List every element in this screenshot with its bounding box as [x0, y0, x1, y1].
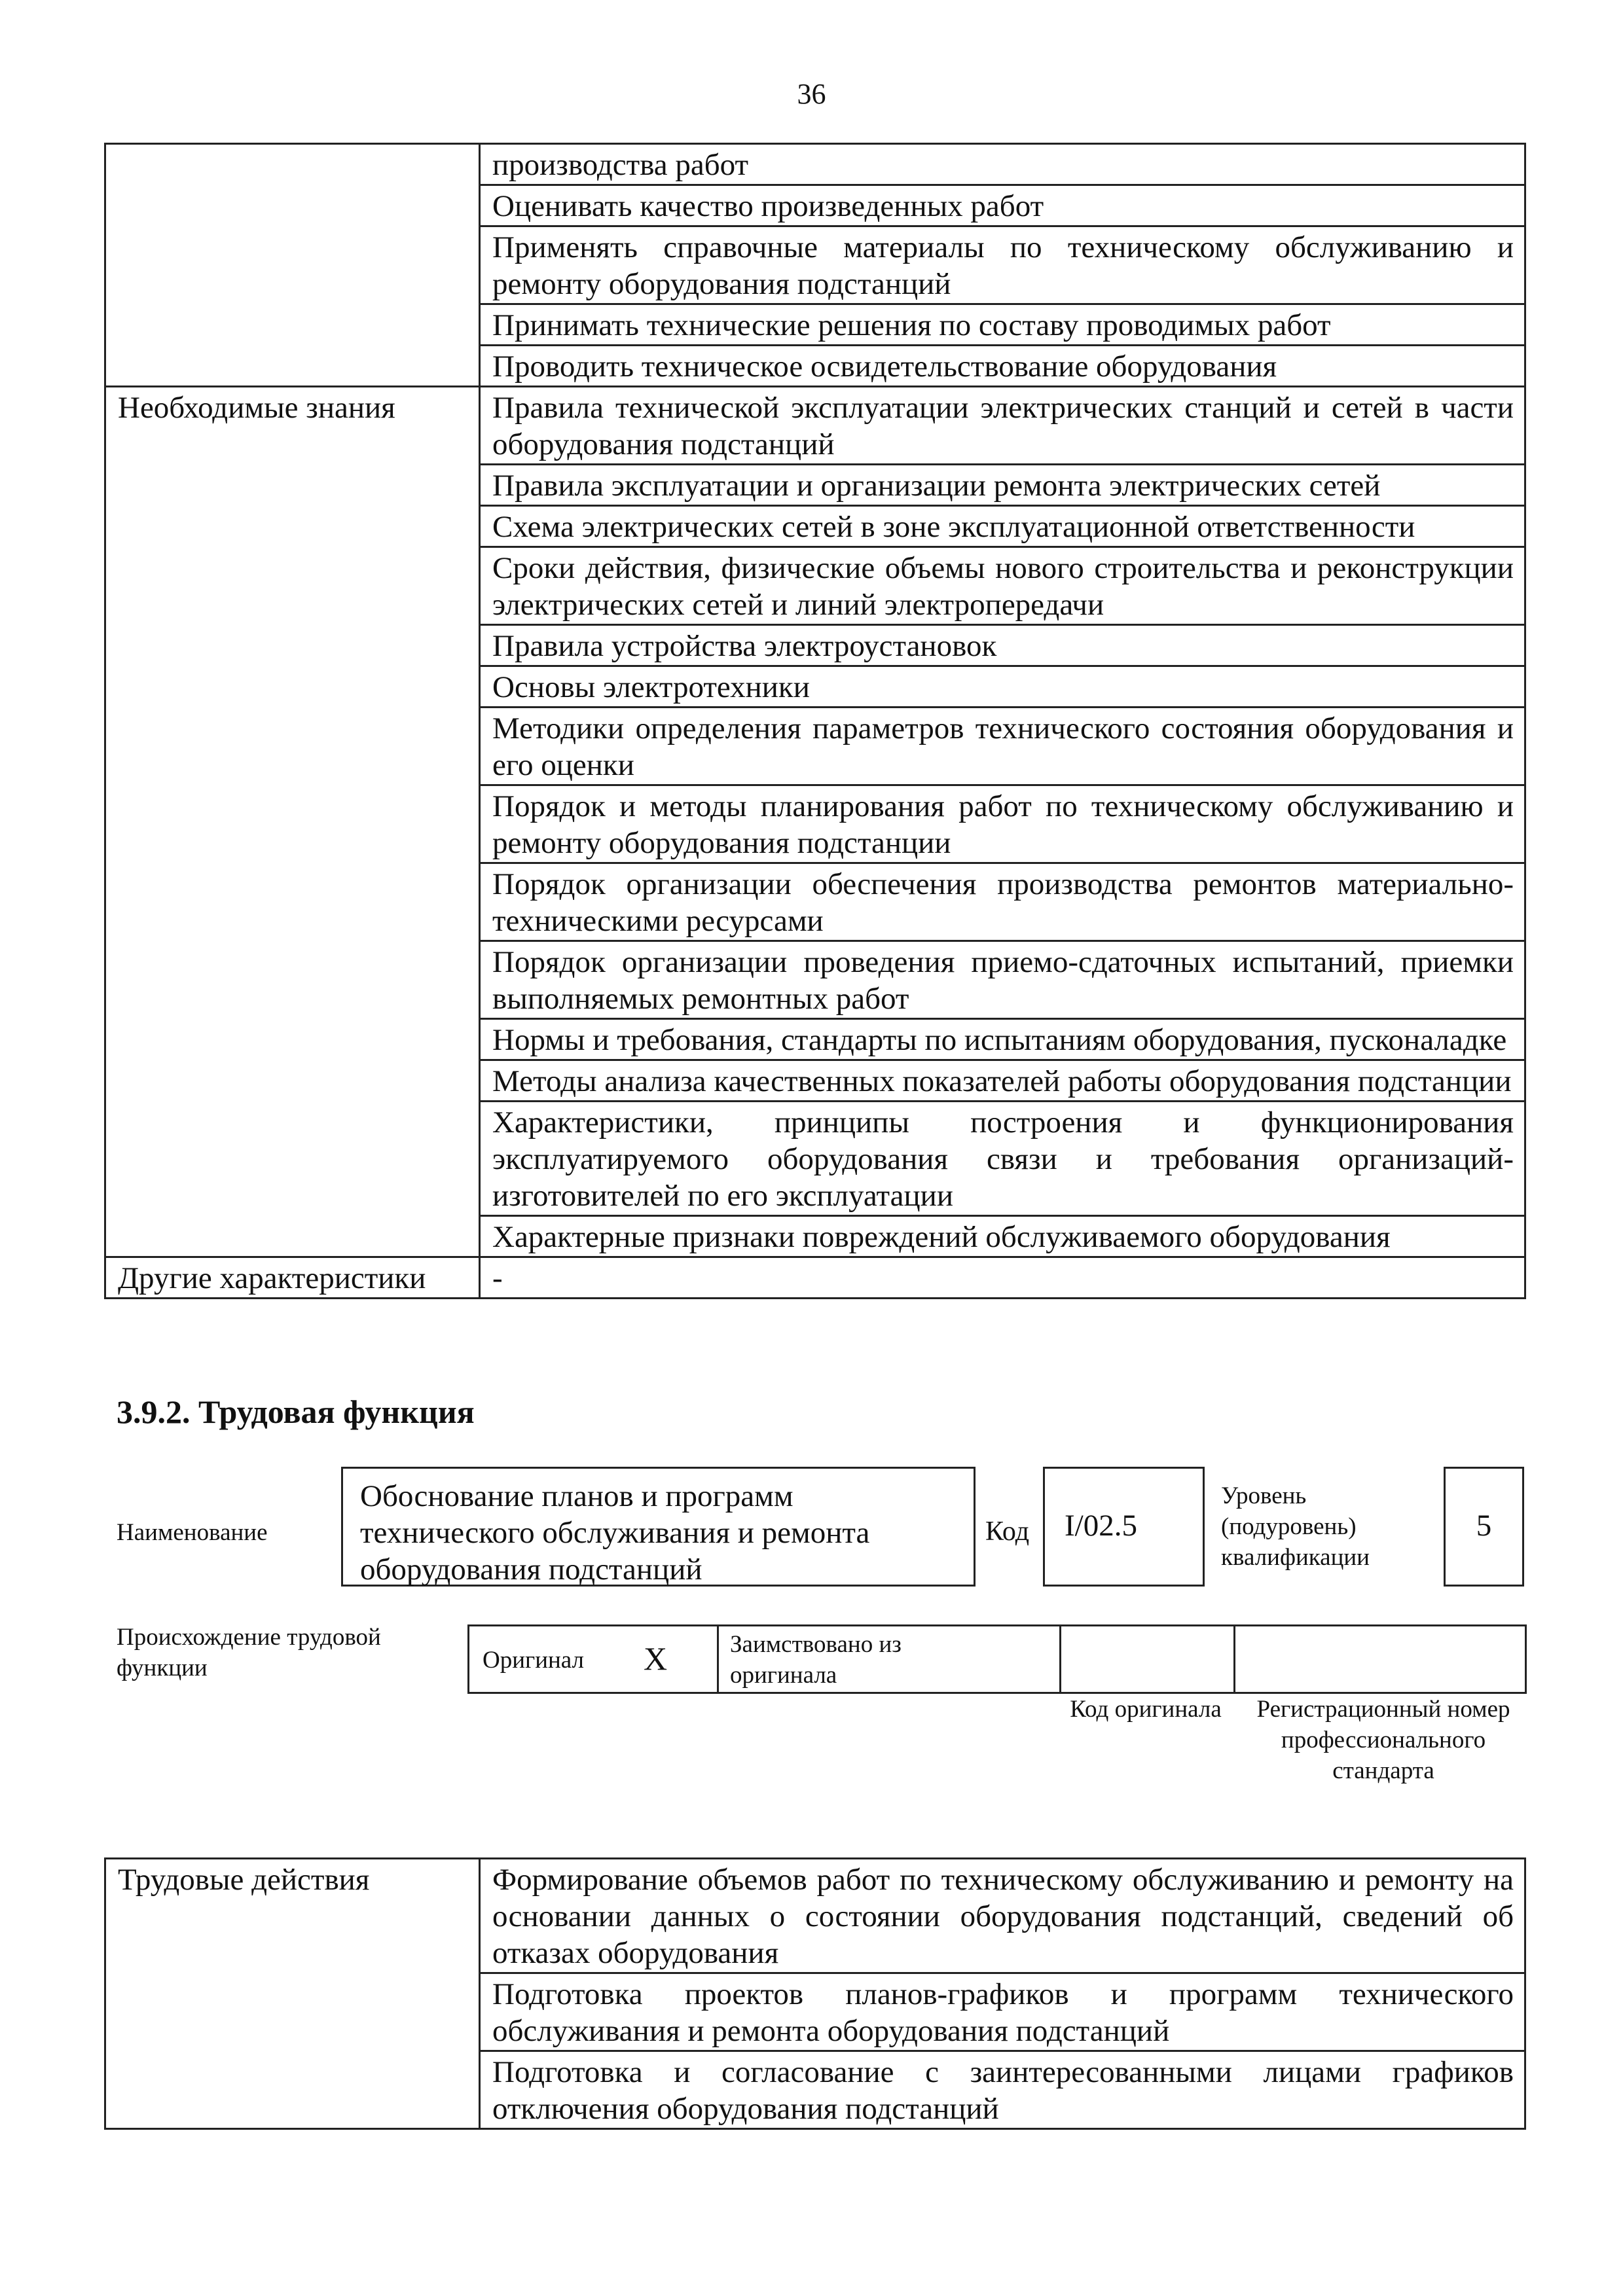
table-row [105, 1859, 1525, 1973]
table-cell: Проводить техническое освидетельствование оборудования [480, 346, 1525, 387]
table-cell: Характерные признаки повреждений обслуживаемого оборудования [480, 1216, 1525, 1257]
table-cell: Применять справочные материалы по техническому обслуживанию и ремонту оборудования подстанций [480, 226, 1525, 304]
table-cell: Правила устройства электроустановок [480, 625, 1525, 666]
name-value: Обоснование планов и программ технического обслуживания и ремонта оборудования подстанций [360, 1479, 870, 1587]
table-cell: Правила эксплуатации и организации ремонта электрических сетей [480, 465, 1525, 506]
table-cell: Порядок организации обеспечения производства ремонтов материально-техническими ресурсами [480, 863, 1525, 941]
original-mark: X [644, 1640, 668, 1677]
original-label: Оригинал [483, 1647, 585, 1674]
level-value: 5 [1476, 1509, 1492, 1543]
origin-label: Происхождение трудовой функции [117, 1624, 381, 1681]
table-cell: Нормы и требования, стандарты по испытаниям оборудования, пусконаладке [480, 1019, 1525, 1060]
row-label-actions: Трудовые действия [105, 1859, 480, 2129]
section-heading: 3.9.2. Трудовая функция [117, 1393, 475, 1430]
table-cell: Порядок и методы планирования работ по техническому обслуживанию и ремонту оборудования подстанции [480, 785, 1525, 863]
code-label: Код [985, 1516, 1030, 1547]
origin-box [467, 1624, 1527, 1694]
table-cell: Методы анализа качественных показателей работы оборудования подстанции [480, 1060, 1525, 1102]
row-label-other: Другие характеристики [105, 1257, 480, 1299]
level-box [1444, 1467, 1524, 1587]
table-cell: Методики определения параметров технического состояния оборудования и его оценки [480, 708, 1525, 785]
table-row [105, 144, 1525, 185]
row-label-empty [105, 144, 480, 387]
table-cell: Порядок организации проведения приемо-сдаточных испытаний, приемки выполняемых ремонтных работ [480, 941, 1525, 1019]
page-number: 36 [797, 78, 826, 110]
table-cell: Формирование объемов работ по техническому обслуживанию и ремонту на основании данных о состоянии оборудования подстанций, сведений об отказах оборудования [480, 1859, 1525, 1973]
table-cell: Сроки действия, физические объемы нового строительства и реконструкции электрических сетей и линий электропередачи [480, 547, 1525, 625]
name-value-box [341, 1467, 976, 1587]
table-row [105, 1257, 1525, 1299]
reg-number-label: Регистрационный номер профессионального стандарта [1256, 1696, 1510, 1784]
table-cell: производства работ [480, 144, 1525, 185]
divider [717, 1626, 719, 1692]
knowledge-table [104, 143, 1526, 1299]
level-label: Уровень (подуровень) квалификации [1221, 1482, 1370, 1571]
table-cell: Подготовка и согласование с заинтересованными лицами графиков отключения оборудования подстанций [480, 2051, 1525, 2129]
code-box [1043, 1467, 1205, 1587]
name-label: Наименование [117, 1519, 268, 1546]
table-cell: Правила технической эксплуатации электрических станций и сетей в части оборудования подстанций [480, 387, 1525, 465]
table-cell: Оценивать качество произведенных работ [480, 185, 1525, 226]
actions-table [104, 1857, 1526, 2130]
table-row [105, 387, 1525, 465]
divider [1233, 1626, 1235, 1692]
divider [1059, 1626, 1061, 1692]
table-cell: Принимать технические решения по составу проводимых работ [480, 304, 1525, 346]
table-cell: Характеристики, принципы построения и функционирования эксплуатируемого оборудования связи и требования организаций-изготовителей по его эксплуатации [480, 1102, 1525, 1216]
row-label-knowledge: Необходимые знания [105, 387, 480, 1257]
table-cell: Схема электрических сетей в зоне эксплуатационной ответственности [480, 506, 1525, 547]
borrowed-label: Заимствовано из оригинала [730, 1631, 902, 1689]
table-cell: Подготовка проектов планов-графиков и программ технического обслуживания и ремонта оборудования подстанций [480, 1973, 1525, 2051]
table-cell: - [480, 1257, 1525, 1299]
table-cell: Основы электротехники [480, 666, 1525, 708]
code-value: I/02.5 [1065, 1509, 1137, 1543]
code-original-label: Код оригинала [1070, 1696, 1222, 1723]
